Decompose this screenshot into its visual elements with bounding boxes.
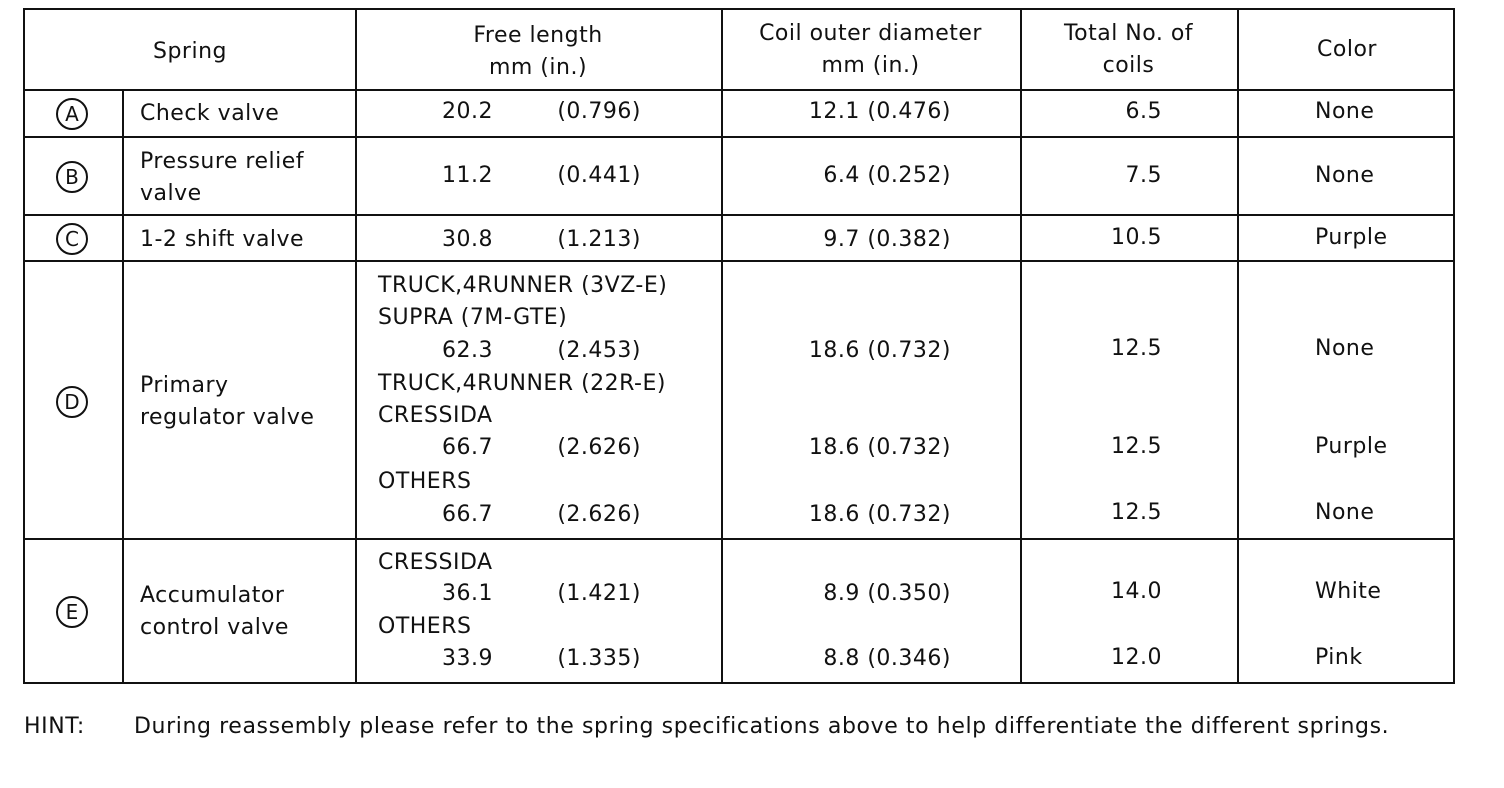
model-label: OTHERS	[378, 614, 472, 639]
coil-diameter: 18.6 (0.732)	[808, 435, 951, 460]
spring-name: Accumulator	[140, 583, 285, 608]
model-label: CRESSIDA	[378, 550, 493, 575]
spring-color: Pink	[1315, 645, 1363, 670]
header-total-coils: Total No. of	[1063, 21, 1194, 46]
header-spring: Spring	[153, 39, 227, 64]
spring-color: Purple	[1315, 434, 1388, 459]
total-coils: 12.5	[1111, 336, 1162, 361]
total-coils: 6.5	[1125, 99, 1162, 124]
free-length-mm: 30.8	[442, 227, 493, 252]
free-length-mm: 33.9	[442, 646, 493, 671]
spring-color: None	[1315, 163, 1375, 188]
header-coil-diameter-unit: mm (in.)	[821, 53, 920, 78]
coil-diameter: 18.6 (0.732)	[808, 502, 951, 527]
free-length-in: (2.626)	[557, 435, 641, 460]
spring-color: None	[1315, 99, 1375, 124]
spring-id-badge: C	[56, 223, 88, 255]
free-length-in: (2.626)	[557, 502, 641, 527]
hint-text: During reassembly please refer to the spring specifications above to help differentiate the different springs.	[134, 714, 1390, 739]
free-length-in: (1.213)	[557, 227, 641, 252]
header-free-length-unit: mm (in.)	[488, 55, 588, 80]
column-divider	[122, 89, 124, 682]
free-length-in: (1.335)	[557, 646, 641, 671]
spring-name: Pressure relief	[140, 149, 305, 174]
spring-spec-table	[23, 8, 1455, 684]
header-free-length: Free length	[473, 23, 603, 48]
spring-name: regulator valve	[140, 405, 315, 430]
model-label: CRESSIDA	[378, 403, 493, 428]
spring-color: White	[1315, 579, 1382, 604]
free-length-in: (1.421)	[557, 581, 641, 606]
total-coils: 14.0	[1111, 579, 1162, 604]
free-length-mm: 62.3	[442, 338, 493, 363]
spring-name: Primary	[140, 373, 229, 398]
coil-diameter: 8.8 (0.346)	[823, 646, 951, 671]
hint-label: HINT:	[24, 714, 85, 739]
coil-diameter: 9.7 (0.382)	[823, 227, 951, 252]
spring-name: Check valve	[140, 101, 280, 126]
coil-diameter: 6.4 (0.252)	[823, 163, 951, 188]
free-length-in: (0.796)	[557, 99, 641, 124]
spring-id-badge: D	[56, 386, 88, 418]
free-length-mm: 36.1	[442, 581, 493, 606]
coil-diameter: 18.6 (0.732)	[808, 338, 951, 363]
spring-id-badge: E	[56, 596, 88, 628]
total-coils: 10.5	[1111, 225, 1162, 250]
column-divider	[1237, 10, 1239, 682]
hint-note	[24, 710, 1464, 744]
coil-diameter: 8.9 (0.350)	[823, 581, 951, 606]
free-length-in: (2.453)	[557, 338, 641, 363]
spring-color: Purple	[1315, 225, 1388, 250]
model-label: OTHERS	[378, 469, 472, 494]
free-length-mm: 11.2	[442, 163, 493, 188]
header-coil-diameter: Coil outer diameter	[759, 21, 982, 46]
total-coils: 12.0	[1111, 645, 1162, 670]
spring-name: valve	[140, 181, 202, 206]
free-length-mm: 66.7	[442, 502, 493, 527]
total-coils: 7.5	[1125, 163, 1162, 188]
spring-color: None	[1315, 500, 1375, 525]
spring-id-badge: A	[56, 98, 88, 130]
model-label: SUPRA (7M-GTE)	[378, 305, 568, 330]
spring-name: control valve	[140, 615, 289, 640]
header-total-coils-2: coils	[1102, 53, 1155, 78]
free-length-mm: 66.7	[442, 435, 493, 460]
spring-color: None	[1315, 336, 1375, 361]
header-color: Color	[1317, 37, 1377, 62]
model-label: TRUCK,4RUNNER (22R-E)	[378, 371, 666, 396]
model-label: TRUCK,4RUNNER (3VZ-E)	[378, 273, 668, 298]
total-coils: 12.5	[1111, 434, 1162, 459]
coil-diameter: 12.1 (0.476)	[808, 99, 951, 124]
spring-id-badge: B	[56, 161, 88, 193]
free-length-in: (0.441)	[557, 163, 641, 188]
spring-name: 1-2 shift valve	[140, 227, 305, 252]
free-length-mm: 20.2	[442, 99, 493, 124]
total-coils: 12.5	[1111, 500, 1162, 525]
